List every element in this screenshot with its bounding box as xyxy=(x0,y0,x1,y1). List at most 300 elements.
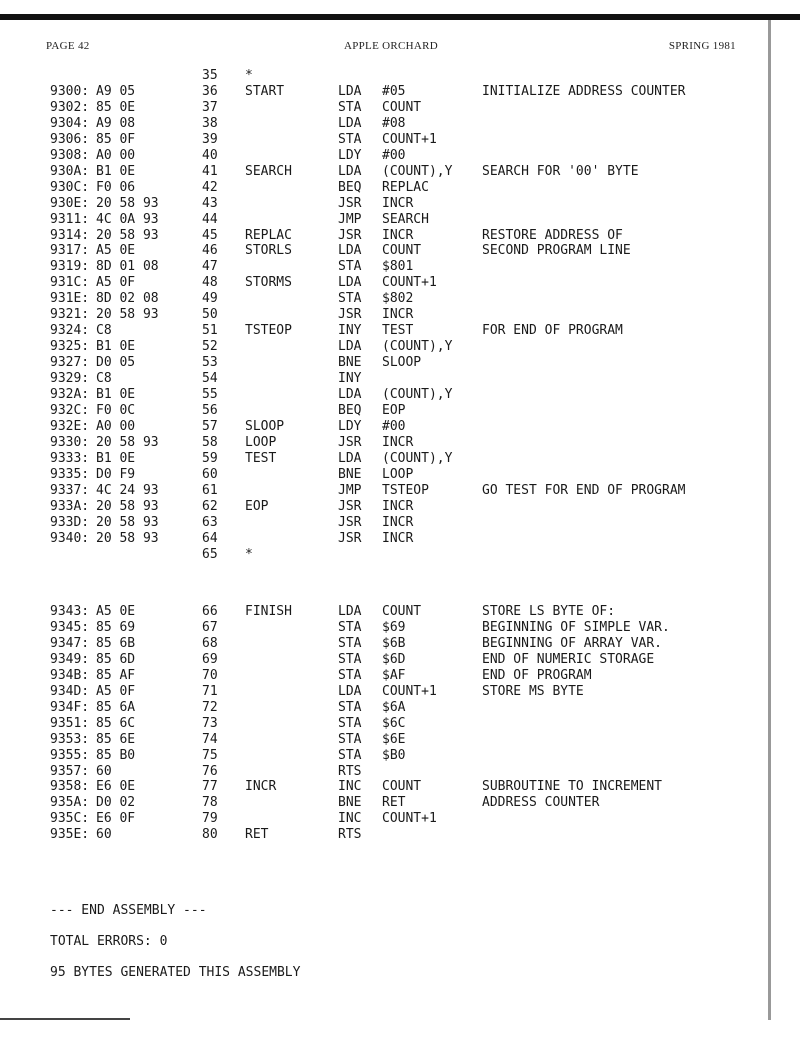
operand-cell: INCR xyxy=(382,530,414,546)
operand-cell: COUNT+1 xyxy=(382,683,437,699)
label-cell: REPLAC xyxy=(245,227,292,243)
bytes-cell: A9 05 xyxy=(96,83,136,99)
bytes-cell: A5 0F xyxy=(96,683,136,699)
operand-cell: INCR xyxy=(382,195,414,211)
address-cell: 934B: xyxy=(50,667,90,683)
listing-row xyxy=(0,811,800,827)
listing-row xyxy=(0,212,800,228)
address-cell: 9357: xyxy=(50,763,90,779)
comment-cell: SEARCH FOR '00' BYTE xyxy=(482,163,639,179)
operand-cell: INCR xyxy=(382,514,414,530)
address-cell: 9353: xyxy=(50,731,90,747)
listing-row xyxy=(0,275,800,291)
opcode-cell: LDA xyxy=(338,243,362,259)
label-cell: SEARCH xyxy=(245,163,292,179)
page-header xyxy=(46,40,736,56)
listing-row xyxy=(0,652,800,668)
opcode-cell: STA xyxy=(338,99,362,115)
listing-row xyxy=(0,84,800,100)
line-number-cell: 42 xyxy=(202,179,218,195)
label-cell: START xyxy=(245,83,285,99)
line-number-cell: 39 xyxy=(202,131,218,147)
address-cell: 9345: xyxy=(50,619,90,635)
magazine-title: APPLE ORCHARD xyxy=(343,40,439,52)
address-cell: 9337: xyxy=(50,482,90,498)
listing-row xyxy=(0,547,800,563)
address-cell: 9347: xyxy=(50,635,90,651)
bytes-cell: B1 0E xyxy=(96,339,136,355)
operand-cell: SLOOP xyxy=(382,355,422,371)
opcode-cell: JSR xyxy=(338,195,362,211)
address-cell: 935C: xyxy=(50,811,90,827)
total-errors-line: TOTAL ERRORS: 0 xyxy=(50,934,168,949)
operand-cell: (COUNT),Y xyxy=(382,339,453,355)
opcode-cell: JMP xyxy=(338,482,362,498)
address-cell: 930E: xyxy=(50,195,90,211)
line-number-cell: 66 xyxy=(202,604,218,619)
operand-cell: $AF xyxy=(382,667,406,683)
opcode-cell: INC xyxy=(338,811,362,827)
address-cell: 931E: xyxy=(50,291,90,307)
bytes-cell: B1 0E xyxy=(96,387,136,402)
operand-cell: INCR xyxy=(382,498,414,514)
opcode-cell: LDA xyxy=(338,604,362,619)
listing-row xyxy=(0,196,800,212)
line-number-cell: 75 xyxy=(202,747,218,763)
bytes-cell: 4C 0A 93 xyxy=(96,211,159,227)
label-cell: TEST xyxy=(245,450,277,466)
listing-row xyxy=(0,764,800,780)
label-cell: STORLS xyxy=(245,243,292,259)
bytes-cell: 20 58 93 xyxy=(96,498,159,514)
opcode-cell: STA xyxy=(338,291,362,307)
line-number-cell: 69 xyxy=(202,651,218,667)
line-number-cell: 71 xyxy=(202,683,218,699)
bytes-cell: 85 6D xyxy=(96,651,136,667)
bytes-cell: B1 0E xyxy=(96,450,136,466)
bytes-cell: 20 58 93 xyxy=(96,195,159,211)
line-number-cell: 63 xyxy=(202,514,218,530)
operand-cell: COUNT xyxy=(382,604,422,619)
operand-cell: TSTEOP xyxy=(382,482,429,498)
bytes-cell: A0 00 xyxy=(96,418,136,434)
comment-cell: END OF NUMERIC STORAGE xyxy=(482,651,655,667)
label-cell: * xyxy=(245,546,253,562)
bytes-cell: F0 06 xyxy=(96,179,136,195)
operand-cell: COUNT xyxy=(382,779,422,795)
operand-cell: #05 xyxy=(382,83,406,99)
opcode-cell: STA xyxy=(338,619,362,635)
opcode-cell: INC xyxy=(338,779,362,795)
address-cell: 935E: xyxy=(50,827,90,843)
line-number-cell: 68 xyxy=(202,635,218,651)
bytes-cell: A5 0E xyxy=(96,604,136,619)
opcode-cell: LDA xyxy=(338,387,362,402)
bytes-cell: C8 xyxy=(96,323,112,339)
address-cell: 9300: xyxy=(50,83,90,99)
operand-cell: $6C xyxy=(382,715,406,731)
listing-row xyxy=(0,164,800,180)
line-number-cell: 35 xyxy=(202,68,218,83)
address-cell: 9302: xyxy=(50,99,90,115)
opcode-cell: LDA xyxy=(338,275,362,291)
operand-cell: LOOP xyxy=(382,466,414,482)
bytes-cell: 85 AF xyxy=(96,667,136,683)
opcode-cell: INY xyxy=(338,323,362,339)
address-cell: 932A: xyxy=(50,387,90,402)
bytes-cell: A5 0F xyxy=(96,275,136,291)
line-number-cell: 73 xyxy=(202,715,218,731)
operand-cell: INCR xyxy=(382,434,414,450)
bytes-cell: 60 xyxy=(96,763,112,779)
line-number-cell: 48 xyxy=(202,275,218,291)
address-cell: 9306: xyxy=(50,131,90,147)
operand-cell: RET xyxy=(382,795,406,811)
bytes-cell: D0 F9 xyxy=(96,466,136,482)
opcode-cell: LDA xyxy=(338,339,362,355)
opcode-cell: INY xyxy=(338,371,362,387)
bytes-cell: A5 0E xyxy=(96,243,136,259)
comment-cell: END OF PROGRAM xyxy=(482,667,592,683)
comment-cell: SECOND PROGRAM LINE xyxy=(482,243,631,259)
line-number-cell: 37 xyxy=(202,99,218,115)
opcode-cell: JSR xyxy=(338,227,362,243)
label-cell: FINISH xyxy=(245,604,292,619)
opcode-cell: LDY xyxy=(338,418,362,434)
comment-cell: BEGINNING OF ARRAY VAR. xyxy=(482,635,663,651)
line-number-cell: 54 xyxy=(202,371,218,387)
listing-row xyxy=(0,228,800,244)
operand-cell: $6E xyxy=(382,731,406,747)
address-cell: 932C: xyxy=(50,402,90,418)
listing-row xyxy=(0,243,800,259)
comment-cell: RESTORE ADDRESS OF xyxy=(482,227,623,243)
label-cell: INCR xyxy=(245,779,277,795)
end-assembly-line: --- END ASSEMBLY --- xyxy=(50,903,207,918)
operand-cell: $6A xyxy=(382,699,406,715)
comment-cell: STORE LS BYTE OF: xyxy=(482,604,616,619)
listing-row xyxy=(0,291,800,307)
opcode-cell: JSR xyxy=(338,434,362,450)
bytes-cell: 8D 01 08 xyxy=(96,259,159,275)
address-cell: 930A: xyxy=(50,163,90,179)
line-number-cell: 60 xyxy=(202,466,218,482)
line-number-cell: 49 xyxy=(202,291,218,307)
issue-date: SPRING 1981 xyxy=(668,40,736,52)
operand-cell: EOP xyxy=(382,402,406,418)
listing-row xyxy=(0,467,800,483)
line-number-cell: 74 xyxy=(202,731,218,747)
bytes-cell: F0 0C xyxy=(96,402,136,418)
operand-cell: (COUNT),Y xyxy=(382,387,453,402)
opcode-cell: STA xyxy=(338,131,362,147)
listing-row xyxy=(0,355,800,371)
bytes-cell: 85 B0 xyxy=(96,747,136,763)
opcode-cell: LDA xyxy=(338,450,362,466)
line-number-cell: 53 xyxy=(202,355,218,371)
opcode-cell: BNE xyxy=(338,795,362,811)
bytes-cell: 20 58 93 xyxy=(96,530,159,546)
opcode-cell: RTS xyxy=(338,827,362,843)
address-cell: 9324: xyxy=(50,323,90,339)
operand-cell: SEARCH xyxy=(382,211,429,227)
line-number-cell: 40 xyxy=(202,147,218,163)
address-cell: 934F: xyxy=(50,699,90,715)
address-cell: 9343: xyxy=(50,604,90,619)
bytes-cell: 8D 02 08 xyxy=(96,291,159,307)
opcode-cell: STA xyxy=(338,651,362,667)
operand-cell: COUNT+1 xyxy=(382,275,437,291)
line-number-cell: 45 xyxy=(202,227,218,243)
line-number-cell: 76 xyxy=(202,763,218,779)
line-number-cell: 62 xyxy=(202,498,218,514)
opcode-cell: JSR xyxy=(338,307,362,323)
address-cell: 933D: xyxy=(50,514,90,530)
comment-cell: FOR END OF PROGRAM xyxy=(482,323,623,339)
operand-cell: $69 xyxy=(382,619,406,635)
listing-row xyxy=(0,515,800,531)
listing-row xyxy=(0,371,800,387)
listing-row xyxy=(0,100,800,116)
label-cell: RET xyxy=(245,827,269,843)
address-cell: 9358: xyxy=(50,779,90,795)
listing-row xyxy=(0,604,800,620)
bytes-cell: 60 xyxy=(96,827,112,843)
line-number-cell: 65 xyxy=(202,546,218,562)
operand-cell: TEST xyxy=(382,323,414,339)
opcode-cell: STA xyxy=(338,747,362,763)
line-number-cell: 67 xyxy=(202,619,218,635)
listing-row xyxy=(0,339,800,355)
line-number-cell: 70 xyxy=(202,667,218,683)
bytes-cell: A9 08 xyxy=(96,115,136,131)
opcode-cell: JSR xyxy=(338,498,362,514)
operand-cell: $802 xyxy=(382,291,414,307)
comment-cell: INITIALIZE ADDRESS COUNTER xyxy=(482,83,686,99)
bytes-cell: B1 0E xyxy=(96,163,136,179)
line-number-cell: 43 xyxy=(202,195,218,211)
operand-cell: #00 xyxy=(382,147,406,163)
address-cell: 9355: xyxy=(50,747,90,763)
opcode-cell: LDA xyxy=(338,163,362,179)
line-number-cell: 61 xyxy=(202,482,218,498)
bytes-cell: D0 05 xyxy=(96,355,136,371)
opcode-cell: LDA xyxy=(338,83,362,99)
listing-row xyxy=(0,116,800,132)
operand-cell: INCR xyxy=(382,227,414,243)
operand-cell: REPLAC xyxy=(382,179,429,195)
listing-row xyxy=(0,748,800,764)
address-cell: 930C: xyxy=(50,179,90,195)
opcode-cell: BEQ xyxy=(338,179,362,195)
address-cell: 932E: xyxy=(50,418,90,434)
opcode-cell: STA xyxy=(338,731,362,747)
address-cell: 9325: xyxy=(50,339,90,355)
line-number-cell: 36 xyxy=(202,83,218,99)
label-cell: SLOOP xyxy=(245,418,285,434)
listing-row xyxy=(0,387,800,403)
address-cell: 933A: xyxy=(50,498,90,514)
bytes-generated-line: 95 BYTES GENERATED THIS ASSEMBLY xyxy=(50,965,301,980)
line-number-cell: 79 xyxy=(202,811,218,827)
listing-row xyxy=(0,451,800,467)
listing-row xyxy=(0,732,800,748)
address-cell: 9333: xyxy=(50,450,90,466)
line-number-cell: 80 xyxy=(202,827,218,843)
address-cell: 934D: xyxy=(50,683,90,699)
opcode-cell: JSR xyxy=(338,514,362,530)
operand-cell: (COUNT),Y xyxy=(382,163,453,179)
comment-cell: STORE MS BYTE xyxy=(482,683,584,699)
bytes-cell: 20 58 93 xyxy=(96,227,159,243)
bottom-rule xyxy=(0,1018,130,1020)
address-cell: 9317: xyxy=(50,243,90,259)
operand-cell: $801 xyxy=(382,259,414,275)
address-cell: 9351: xyxy=(50,715,90,731)
bytes-cell: 85 0F xyxy=(96,131,136,147)
listing-row xyxy=(0,795,800,811)
listing-row xyxy=(0,531,800,547)
bytes-cell: E6 0E xyxy=(96,779,136,795)
label-cell: TSTEOP xyxy=(245,323,292,339)
listing-row xyxy=(0,779,800,795)
operand-cell: $6B xyxy=(382,635,406,651)
bytes-cell: 85 0E xyxy=(96,99,136,115)
bytes-cell: 85 6B xyxy=(96,635,136,651)
line-number-cell: 78 xyxy=(202,795,218,811)
opcode-cell: STA xyxy=(338,259,362,275)
operand-cell: COUNT+1 xyxy=(382,811,437,827)
bytes-cell: 85 6C xyxy=(96,715,136,731)
bytes-cell: 85 6E xyxy=(96,731,136,747)
bytes-cell: C8 xyxy=(96,371,112,387)
line-number-cell: 56 xyxy=(202,402,218,418)
bytes-cell: 85 6A xyxy=(96,699,136,715)
listing-row xyxy=(0,435,800,451)
address-cell: 9340: xyxy=(50,530,90,546)
opcode-cell: BNE xyxy=(338,466,362,482)
line-number-cell: 72 xyxy=(202,699,218,715)
opcode-cell: RTS xyxy=(338,763,362,779)
bytes-cell: 4C 24 93 xyxy=(96,482,159,498)
listing-row xyxy=(0,403,800,419)
line-number-cell: 46 xyxy=(202,243,218,259)
opcode-cell: STA xyxy=(338,699,362,715)
bytes-cell: A0 00 xyxy=(96,147,136,163)
bytes-cell: 85 69 xyxy=(96,619,136,635)
listing-row xyxy=(0,827,800,843)
opcode-cell: JMP xyxy=(338,211,362,227)
bytes-cell: 20 58 93 xyxy=(96,307,159,323)
label-cell: * xyxy=(245,68,253,83)
bytes-cell: 20 58 93 xyxy=(96,434,159,450)
listing-row xyxy=(0,684,800,700)
listing-row xyxy=(0,148,800,164)
line-number-cell: 38 xyxy=(202,115,218,131)
address-cell: 9349: xyxy=(50,651,90,667)
listing-row xyxy=(0,483,800,499)
listing-row xyxy=(0,180,800,196)
address-cell: 935A: xyxy=(50,795,90,811)
opcode-cell: BNE xyxy=(338,355,362,371)
opcode-cell: STA xyxy=(338,667,362,683)
address-cell: 9327: xyxy=(50,355,90,371)
comment-cell: GO TEST FOR END OF PROGRAM xyxy=(482,482,686,498)
opcode-cell: LDA xyxy=(338,683,362,699)
label-cell: LOOP xyxy=(245,434,277,450)
listing-row xyxy=(0,323,800,339)
listing-row xyxy=(0,419,800,435)
opcode-cell: STA xyxy=(338,715,362,731)
line-number-cell: 64 xyxy=(202,530,218,546)
address-cell: 9330: xyxy=(50,434,90,450)
page-number: PAGE 42 xyxy=(46,40,90,52)
address-cell: 9308: xyxy=(50,147,90,163)
operand-cell: INCR xyxy=(382,307,414,323)
address-cell: 931C: xyxy=(50,275,90,291)
operand-cell: COUNT xyxy=(382,99,422,115)
opcode-cell: LDA xyxy=(338,115,362,131)
bytes-cell: D0 02 xyxy=(96,795,136,811)
line-number-cell: 59 xyxy=(202,450,218,466)
line-number-cell: 52 xyxy=(202,339,218,355)
listing-row xyxy=(0,499,800,515)
operand-cell: (COUNT),Y xyxy=(382,450,453,466)
opcode-cell: LDY xyxy=(338,147,362,163)
address-cell: 9321: xyxy=(50,307,90,323)
opcode-cell: JSR xyxy=(338,530,362,546)
address-cell: 9329: xyxy=(50,371,90,387)
operand-cell: COUNT+1 xyxy=(382,131,437,147)
address-cell: 9335: xyxy=(50,466,90,482)
bytes-cell: 20 58 93 xyxy=(96,514,159,530)
listing-row xyxy=(0,68,800,84)
listing-row xyxy=(0,620,800,636)
listing-row xyxy=(0,636,800,652)
address-cell: 9319: xyxy=(50,259,90,275)
operand-cell: COUNT xyxy=(382,243,422,259)
line-number-cell: 44 xyxy=(202,211,218,227)
operand-cell: $6D xyxy=(382,651,406,667)
operand-cell: #00 xyxy=(382,418,406,434)
listing-row xyxy=(0,716,800,732)
line-number-cell: 47 xyxy=(202,259,218,275)
listing-row xyxy=(0,259,800,275)
listing-row xyxy=(0,132,800,148)
comment-cell: ADDRESS COUNTER xyxy=(482,795,600,811)
line-number-cell: 58 xyxy=(202,434,218,450)
address-cell: 9314: xyxy=(50,227,90,243)
bytes-cell: E6 0F xyxy=(96,811,136,827)
listing-row xyxy=(0,307,800,323)
listing-row xyxy=(0,700,800,716)
line-number-cell: 50 xyxy=(202,307,218,323)
operand-cell: #08 xyxy=(382,115,406,131)
opcode-cell: BEQ xyxy=(338,402,362,418)
line-number-cell: 55 xyxy=(202,387,218,402)
operand-cell: $B0 xyxy=(382,747,406,763)
line-number-cell: 57 xyxy=(202,418,218,434)
label-cell: EOP xyxy=(245,498,269,514)
comment-cell: SUBROUTINE TO INCREMENT xyxy=(482,779,663,795)
address-cell: 9304: xyxy=(50,115,90,131)
line-number-cell: 51 xyxy=(202,323,218,339)
label-cell: STORMS xyxy=(245,275,292,291)
line-number-cell: 77 xyxy=(202,779,218,795)
line-number-cell: 41 xyxy=(202,163,218,179)
comment-cell: BEGINNING OF SIMPLE VAR. xyxy=(482,619,670,635)
top-rule xyxy=(0,14,800,20)
